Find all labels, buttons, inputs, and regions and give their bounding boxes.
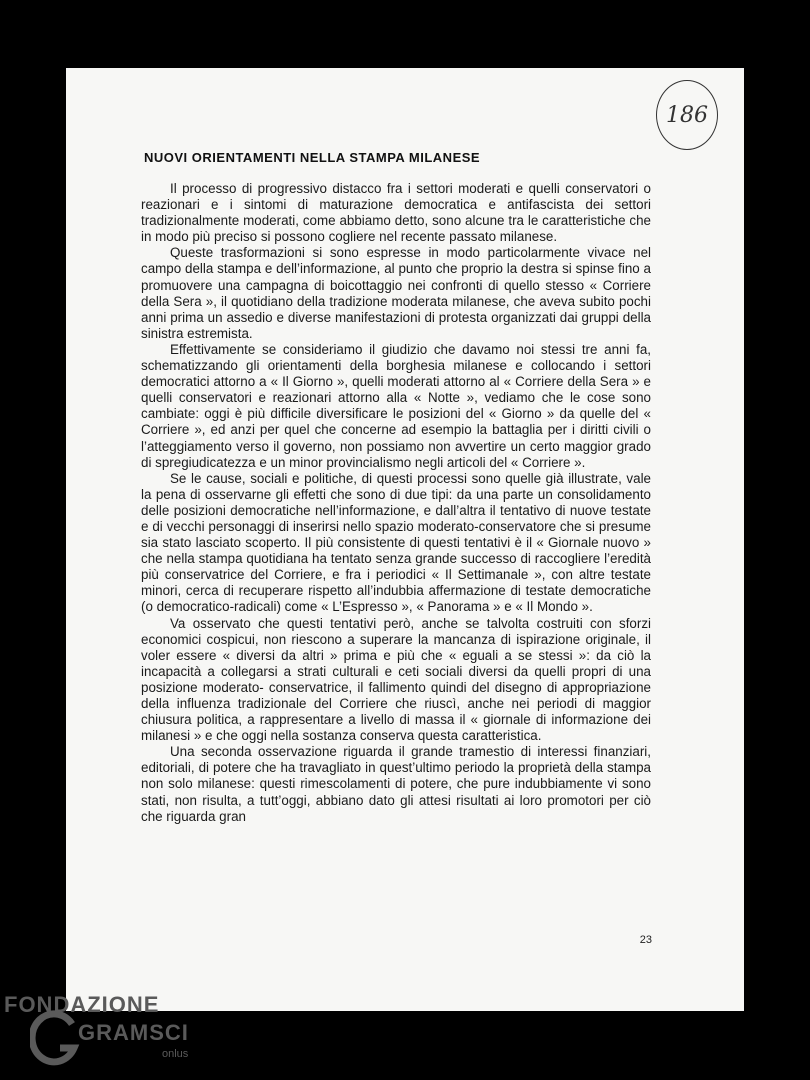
paragraph-2: Queste trasformazioni si sono espresse in modo particolarmente vivace nel campo della stampa e dell’informazione, al punto che proprio la destra si spinse fino a promuovere una campagna di boicottaggio nei confronti di quello stesso « Corriere della Sera », il quotidiano della tradizione moderata milanese, che aveva subito pochi anni prima un assedio e diverse manifestazioni di protesta organizzati dai gruppi della sinistra estremista.	[141, 245, 651, 341]
g-logo-icon	[30, 1010, 80, 1066]
paragraph-3: Effettivamente se consideriamo il giudizio che davamo noi stessi tre anni fa, schematizzando gli orientamenti della borghesia milanese e collocando i settori democratici attorno a « Il Giorno », quelli moderati attorno al « Corriere della Sera » e quelli conservatori e reazionari attorno alla « Notte », vediamo che le cose sono cambiate: oggi è più difficile diversificare le posizioni del « Giorno » da quelle del « Corriere », ed anzi per quel che concerne ad esempio la battaglia per i diritti civili o l’atteggiamento verso il governo, non possiamo non avvertire un certo maggior grado di spregiudicatezza e un minor provincialismo negli articoli del « Corriere ».	[141, 341, 651, 470]
page-title: NUOVI ORIENTAMENTI NELLA STAMPA MILANESE	[144, 150, 481, 165]
watermark-logo	[0, 990, 200, 1075]
archive-number-stamp	[656, 80, 718, 150]
watermark-line-2: GRAMSCI	[78, 1020, 189, 1045]
watermark-line-1: FONDAZIONE	[4, 992, 160, 1017]
watermark-line-3: onlus	[162, 1048, 189, 1060]
document-page	[66, 68, 744, 1011]
paragraph-5: Va osservato che questi tentativi però, anche se talvolta costruiti con sforzi economici cospicui, non riescono a superare la mancanza di ispirazione originale, il voler essere « diversi da altri » prima e più che « eguali a se stessi »: da ciò la incapacità a collegarsi a strati culturali e ceti sociali diversi da quelli propri di una posizione moderato- conservatrice, il fallimento quindi del disegno di appropriazione della influenza tradizionale del Corriere che riuscì, anche nei periodi di maggior chiusura politica, a rappresentare a livello di massa il « giornale di informazione dei milanesi » e che oggi nella sostanza conserva questa caratteristica.	[141, 615, 651, 744]
archive-number: 186	[666, 102, 708, 128]
paragraph-6: Una seconda osservazione riguarda il grande tramestio di interessi finanziari, editoriali, di potere che ha travagliato in quest’ultimo periodo la proprietà della stampa non solo milanese: questi rimescolamenti di potere, che pure indubbiamente vi sono stati, non risulta, a tutt’oggi, abbiano dato gli attesi risultati ai loro promotori per ciò che riguarda gran	[141, 744, 651, 824]
page-number: 23	[639, 934, 652, 946]
paragraph-1: Il processo di progressivo distacco fra i settori moderati e quelli conservatori o reazionari e i sintomi di maturazione democratica e antifascista dei settori tradizionalmente moderati, come abbiamo detto, sono alcune tra le caratteristiche che in modo più preciso si possono cogliere nel recente passato milanese.	[141, 181, 651, 245]
article-body	[141, 181, 651, 825]
paragraph-4: Se le cause, sociali e politiche, di questi processi sono quelle già illustrate, vale la pena di osservarne gli effetti che sono di due tipi: da una parte un consolidamento delle posizioni democratiche nell’informazione, e dall’altra il tentativo di nuove testate e di vecchi personaggi di inserirsi nello spazio moderato-conservatore che si presume sia stato lasciato scoperto. Il più consistente di questi tentativi è il « Giornale nuovo » che nella stampa quotidiana ha tentato senza grande successo di raccogliere l’eredità più conservatrice del Corriere, e fra i periodici « Il Settimanale », con altre testate minori, cerca di recuperare rispetto all’indubbia affermazione di testate democratiche (o democratico-radicali) come « L’Espresso », « Panorama » e « Il Mondo ».	[141, 470, 651, 615]
